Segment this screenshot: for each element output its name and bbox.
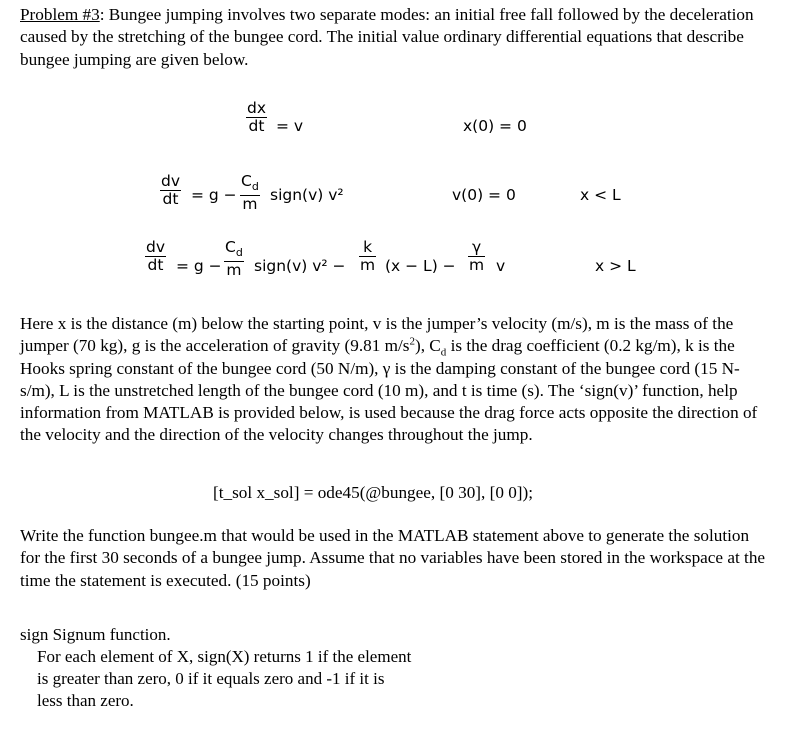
equation-1-rhs: = v (276, 117, 304, 135)
fraction-numerator: dv (161, 172, 181, 190)
task-description: Write the function bungee.m that would be used in the MATLAB statement above to generate the solution for the first 30 seconds of a bungee jump. Assume that no variables have been stored in the workspace at the time the statement is executed. (15 points) (20, 526, 766, 590)
help-line-1: For each element of X, sign(X) returns 1 if the element (37, 647, 412, 666)
drag-term: sign(v) v² (270, 186, 344, 204)
problem-intro (20, 4, 772, 71)
cd-over-m-fraction (224, 239, 244, 279)
matlab-statement: [t_sol x_sol] = ode45(@bungee, [0 30], [0 0]); (213, 483, 534, 502)
equals-g-minus: = g − (191, 186, 237, 204)
fraction-denominator: dt (162, 190, 179, 209)
gamma-over-m-fraction (468, 239, 485, 274)
problem-title: Problem #3 (20, 5, 100, 24)
cd-over-m-fraction (240, 173, 260, 213)
region-above-L: x > L (595, 257, 636, 275)
fraction-numerator: $C_d$ (225, 238, 243, 260)
fraction-denominator: dt (248, 117, 265, 136)
initial-condition-x: x(0) = 0 (463, 117, 527, 135)
variable-description: Here x is the distance (m) below the starting point, v is the jumper’s velocity (m/s), m is the mass of the jumper (70 kg), g is the acceleration of gravity (9.81 $m/s^2$), $C_d$ is the drag coefficient (0.2 kg/m), k is the Hooks spring constant of the bungee cord (50 N/m), γ is the damping constant of the bungee cord (15 N-s/m), L is the unstretched length of the bungee cord (10 m), and t is time (s). The ‘sign(v)’ function, help information from MATLAB is provided below, is used because the drag force acts opposite the direction of the velocity and the direction of the velocity changes throughout the jump. (20, 314, 758, 445)
k-over-m-fraction (359, 239, 376, 274)
region-below-L: x < L (580, 186, 621, 204)
damping-term: v (496, 257, 506, 275)
fraction-numerator: γ (471, 238, 482, 256)
matlab-help (20, 624, 411, 712)
dv-dt-fraction (160, 173, 181, 208)
fraction-numerator: dv (146, 238, 166, 256)
fraction-denominator: dt (147, 256, 164, 275)
spring-term: (x − L) − (385, 257, 456, 275)
initial-condition-v: v(0) = 0 (452, 186, 516, 204)
problem-intro-text: : Bungee jumping involves two separate modes: an initial free fall followed by the deceleration caused by the stretching of the bungee cord. The initial value ordinary differential equations that describe bungee jumping are given below. (20, 5, 754, 69)
fraction-numerator: k (363, 238, 373, 256)
fraction-numerator: dx (247, 99, 267, 117)
fraction-numerator: $C_d$ (241, 172, 259, 194)
fraction-denominator: m (469, 256, 485, 275)
dv-dt-fraction (145, 239, 166, 274)
fraction-denominator: m (226, 261, 242, 280)
help-heading: sign Signum function. (20, 625, 171, 644)
drag-term: sign(v) v² − (254, 257, 346, 275)
dx-dt-fraction (246, 100, 267, 135)
fraction-denominator: m (360, 256, 376, 275)
fraction-denominator: m (242, 195, 258, 214)
equals-g-minus: = g − (176, 257, 222, 275)
help-line-3: less than zero. (37, 691, 134, 710)
help-line-2: is greater than zero, 0 if it equals zero and -1 if it is (37, 669, 385, 688)
